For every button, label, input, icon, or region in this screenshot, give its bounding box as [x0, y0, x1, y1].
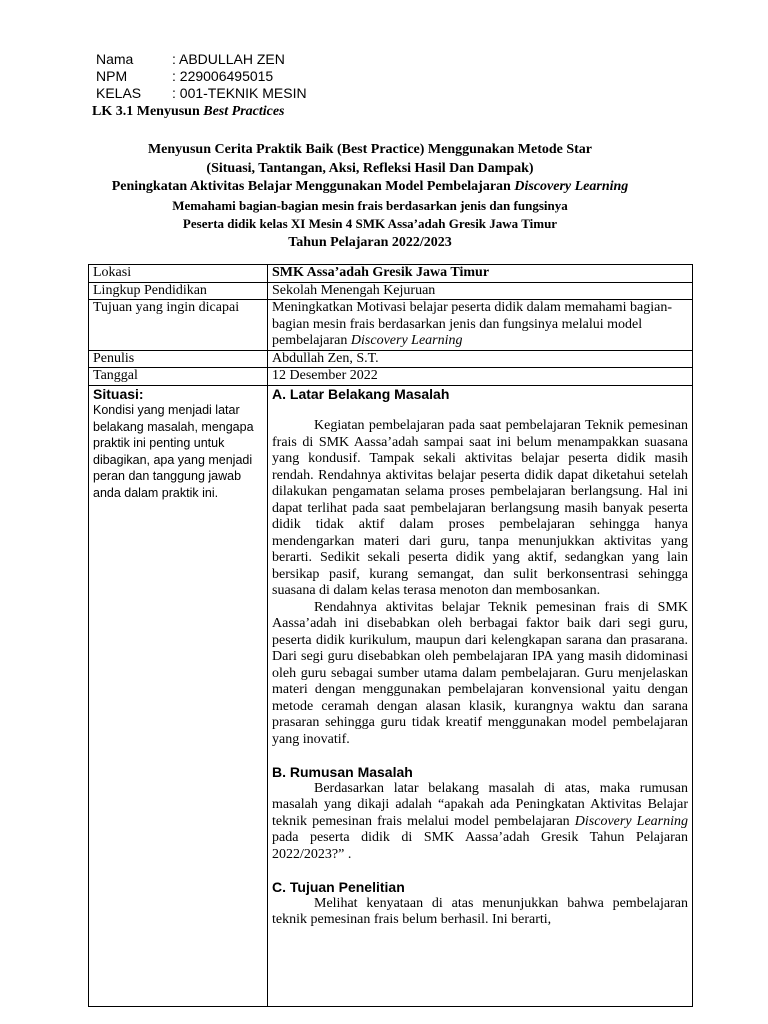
identity-key: Nama [96, 51, 134, 67]
section-b-italic: Discovery Learning [574, 813, 688, 829]
identity-key: NPM [96, 68, 128, 84]
section-a-paragraph-1: Kegiatan pembelajaran pada saat pembelajaran Teknik pemesinan frais di SMK Aassa’adah sampai saat ini belum menampakkan suasana yang kondusif. Tampak sekali aktivitas belajar peserta didik masih rendah. Rendahnya aktivitas belajar peserta didik dapat diketahui setelah dilakukan pengamatan selama proses pembelajaran berlangsung. Hal ini dapat terlihat pada saat pembelajaran berlangsung masih banyak peserta didik tidak aktif dalam proses pembelajaran sehingga hanya mendengarkan materi dari guru, tanpa menunjukkan aktivitas yang berarti. Sedikit sekali peserta didik yang aktif, sedangkan yang lain bersikap pasif, kurang semangat, dan sulit berkonsentrasi sehingga suasana di dalam kelas terasa menoton dan membosankan. [272, 418, 688, 598]
lokasi-label: Lokasi [89, 265, 268, 283]
title-line-3-text: Peningkatan Aktivitas Belajar Menggunakan Model Pembelajaran [111, 179, 515, 194]
section-a-paragraph-2: Rendahnya aktivitas belajar Teknik pemesinan frais di SMK Aassa’adah ini disebabkan oleh berbagai faktor baik dari segi guru, peserta didik kurikulum, maupun dari kelengkapan sarana dan prasarana. Dari segi guru disebabkan oleh pembelajaran IPA yang masih didominasi oleh guru sebagai sumber utama dalam pembelajaran. Guru menjelaskan materi dengan menggunakan pembelajaran konvensional yaitu dengan metode ceramah dengan alasan klasik, kurangnya waktu dan sarana prasaran sehingga guru tidak kreatif menggunakan model pembelajaran yang inovatif. [272, 599, 688, 747]
section-c-paragraph: Melihat kenyataan di atas menunjukkan bahwa pembelajaran teknik pemesinan frais belum berhasil. Ini berarti, [272, 895, 688, 927]
row-lingkup [89, 282, 693, 300]
title-line-4: Memahami bagian-bagian mesin frais berdasarkan jenis dan fungsinya [172, 197, 568, 213]
section-b-paragraph [272, 781, 688, 864]
lk-italic: Best Practices [203, 104, 285, 119]
lk-heading [92, 104, 285, 120]
section-b-heading: B. Rumusan Masalah [272, 764, 413, 780]
lingkup-label: Lingkup Pendidikan [89, 282, 268, 300]
identity-npm [96, 67, 273, 85]
situasi-content [268, 385, 693, 1006]
lokasi-value: SMK Assa’adah Gresik Jawa Timur [268, 265, 693, 283]
tanggal-value: 12 Desember 2022 [268, 368, 693, 386]
row-penulis [89, 350, 693, 368]
title-line-3 [60, 178, 680, 197]
best-practice-table [88, 264, 693, 1007]
tanggal-label: Tanggal [89, 368, 268, 386]
tujuan-value [268, 300, 693, 351]
tujuan-text: Meningkatkan Motivasi belajar peserta didik dalam memahami bagian-bagian mesin frais berdasarkan jenis dan fungsinya melalui model pembelajaran [272, 300, 673, 348]
section-a-heading: A. Latar Belakang Masalah [272, 385, 450, 402]
title-line-6: Tahun Pelajaran 2022/2023 [288, 234, 452, 250]
identity-nama [96, 50, 285, 68]
title-line-5: Peserta didik kelas XI Mesin 4 SMK Assa’adah Gresik Jawa Timur [182, 216, 558, 231]
row-tanggal [89, 368, 693, 386]
identity-key: KELAS [96, 85, 142, 101]
title-line-2: (Situasi, Tantangan, Aksi, Refleksi Hasil Dan Dampak) [206, 160, 534, 176]
tujuan-label: Tujuan yang ingin dicapai [89, 300, 268, 351]
row-lokasi [89, 265, 693, 283]
title-line-3-italic: Discovery Learning [514, 179, 629, 194]
lingkup-value: Sekolah Menengah Kejuruan [268, 282, 693, 300]
tujuan-italic: Discovery Learning [350, 333, 463, 348]
title-line-1: Menyusun Cerita Praktik Baik (Best Practice) Menggunakan Metode Star [147, 142, 593, 157]
row-tujuan [89, 300, 693, 351]
situasi-cell [89, 385, 268, 1006]
situasi-description: Kondisi yang menjadi latar belakang masalah, mengapa praktik ini penting untuk dibagikan, apa yang menjadi peran dan tanggung jawab anda dalam praktik ini. [93, 403, 254, 500]
situasi-heading: Situasi: [93, 385, 144, 402]
section-c-heading: C. Tujuan Penelitian [272, 879, 405, 895]
lk-prefix: LK 3.1 Menyusun [92, 104, 204, 119]
section-b-text-end: pada peserta didik di SMK Aassa’adah Gresik Tahun Pelajaran 2022/2023?” . [272, 830, 688, 862]
section-b-text: Berdasarkan latar belakang masalah di atas, maka rumusan masalah yang dikaji adalah “apakah ada Peningkatan Aktivitas Belajar teknik pemesinan frais melalui model pembelajaran [272, 780, 688, 829]
penulis-label: Penulis [89, 350, 268, 368]
row-situasi [89, 385, 693, 1006]
identity-value: : 229006495015 [172, 68, 274, 84]
penulis-value: Abdullah Zen, S.T. [268, 350, 693, 368]
identity-value: : ABDULLAH ZEN [172, 51, 285, 67]
identity-kelas [96, 84, 307, 102]
identity-value: : 001-TEKNIK MESIN [172, 85, 307, 101]
title-block [60, 141, 680, 252]
